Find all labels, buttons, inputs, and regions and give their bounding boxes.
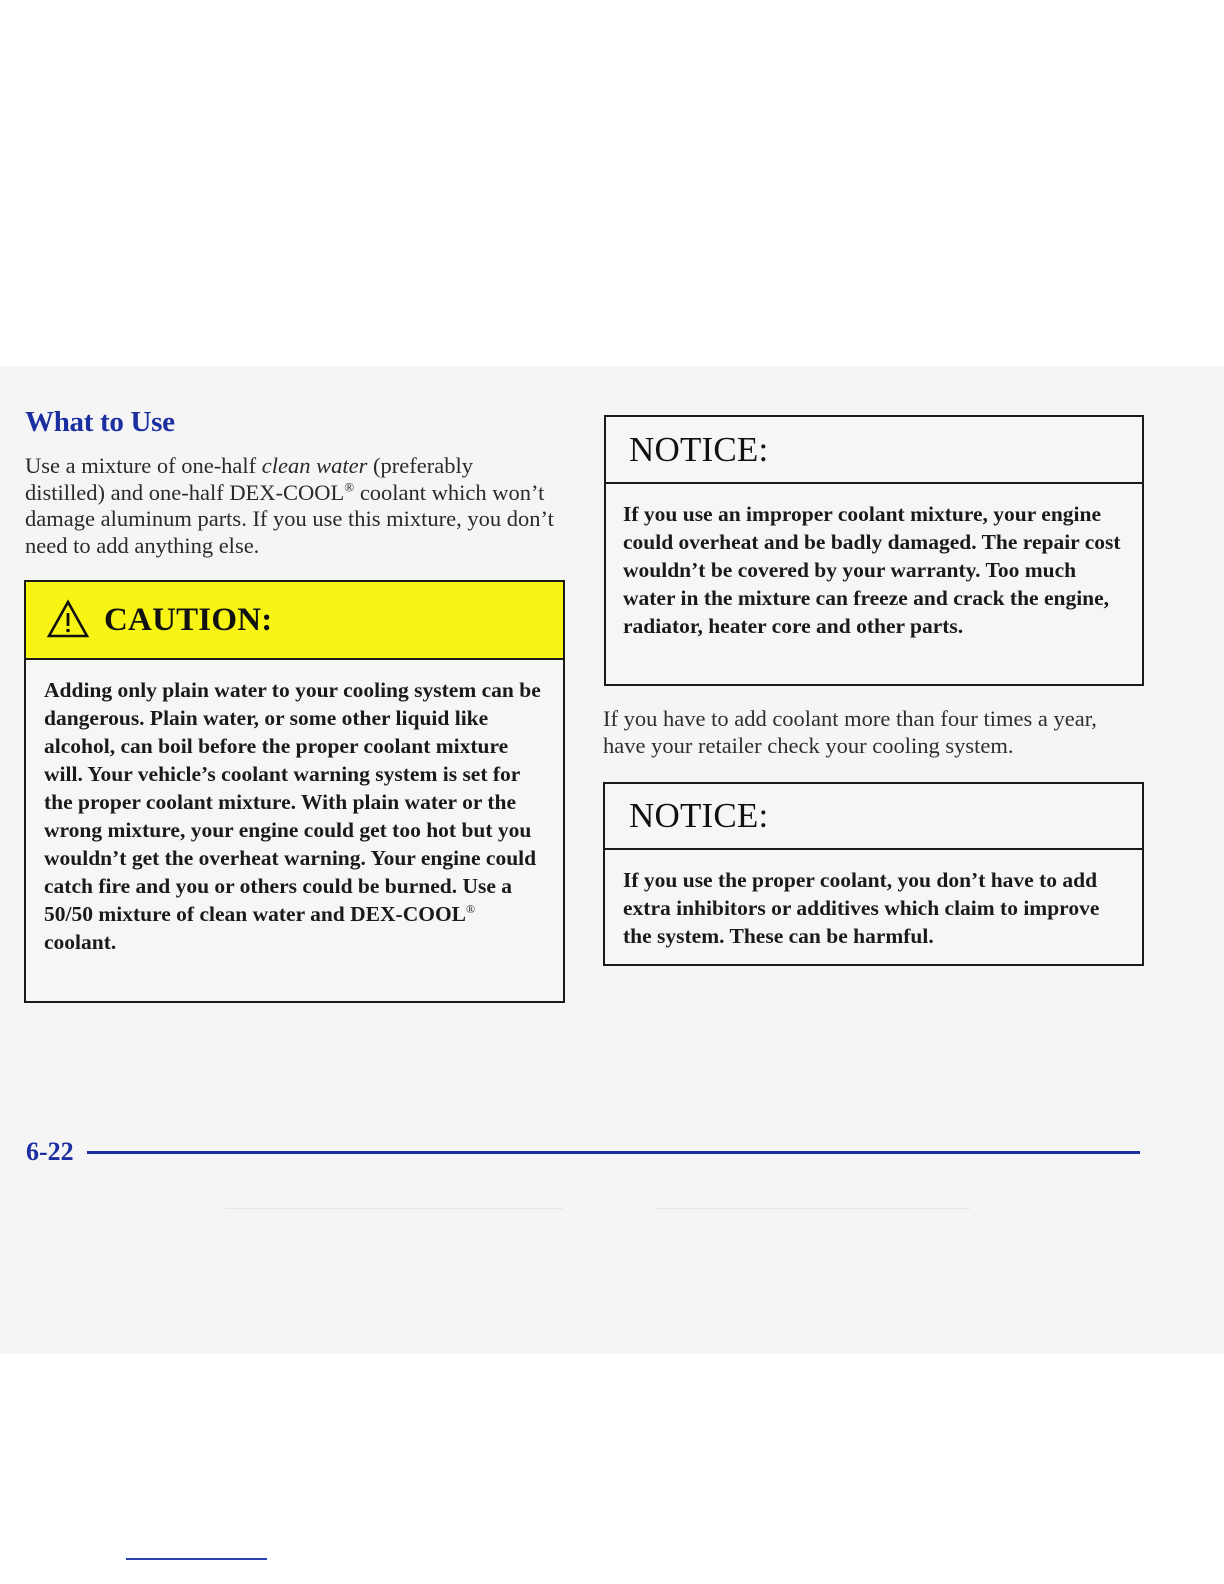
page-number: 6-22 <box>26 1137 74 1166</box>
notice-body: If you use the proper coolant, you don’t have to add extra inhibitors or additives which claim to improve the system. These can be harmful. <box>623 868 1100 948</box>
section-heading: What to Use <box>25 406 175 438</box>
add-coolant-paragraph: If you have to add coolant more than four times a year, have your retailer check your cooling system. <box>603 706 1097 758</box>
caution-box <box>24 580 565 1003</box>
clean-water-emphasis: clean water <box>261 453 368 478</box>
notice-header <box>606 417 1142 484</box>
caution-header <box>26 582 563 660</box>
footer-rule <box>87 1151 1140 1154</box>
scan-artifact-line <box>655 1208 970 1209</box>
notice-title: NOTICE: <box>629 796 769 835</box>
notice-body: If you use an improper coolant mixture, your engine could overheat and be badly damaged. The repair cost wouldn’t be covered by your warranty. Too much water in the mixture can freeze and crack the engine, radiator, heater core and other parts. <box>623 502 1121 638</box>
registered-mark: ® <box>344 479 355 494</box>
caution-title: CAUTION: <box>104 601 273 638</box>
registered-mark: ® <box>466 901 476 916</box>
scan-artifact-line <box>225 1208 563 1209</box>
intro-paragraph: Use a mixture of one-half clean water (preferably distilled) and one-half DEX-COOL® coolant which won’t damage aluminum parts. If you use this mixture, you don’t need to add anything else. <box>25 453 554 558</box>
notice-title: NOTICE: <box>629 429 769 469</box>
notice-box-improper-mixture <box>604 415 1144 686</box>
notice-header <box>605 784 1142 850</box>
notice-box-proper-coolant <box>603 782 1144 966</box>
warning-triangle-icon <box>46 599 90 639</box>
caution-body: Adding only plain water to your cooling system can be dangerous. Plain water, or some other liquid like alcohol, can boil before the proper coolant mixture will. Your vehicle’s coolant warning system is set for the proper coolant mixture. With plain water or the wrong mixture, your engine could get too hot but you wouldn’t get the overheat warning. Your engine could catch fire and you or others could be burned. Use a 50/50 mixture of clean water and DEX-COOL® coolant. <box>44 678 541 954</box>
bottom-link-underline <box>126 1558 267 1560</box>
